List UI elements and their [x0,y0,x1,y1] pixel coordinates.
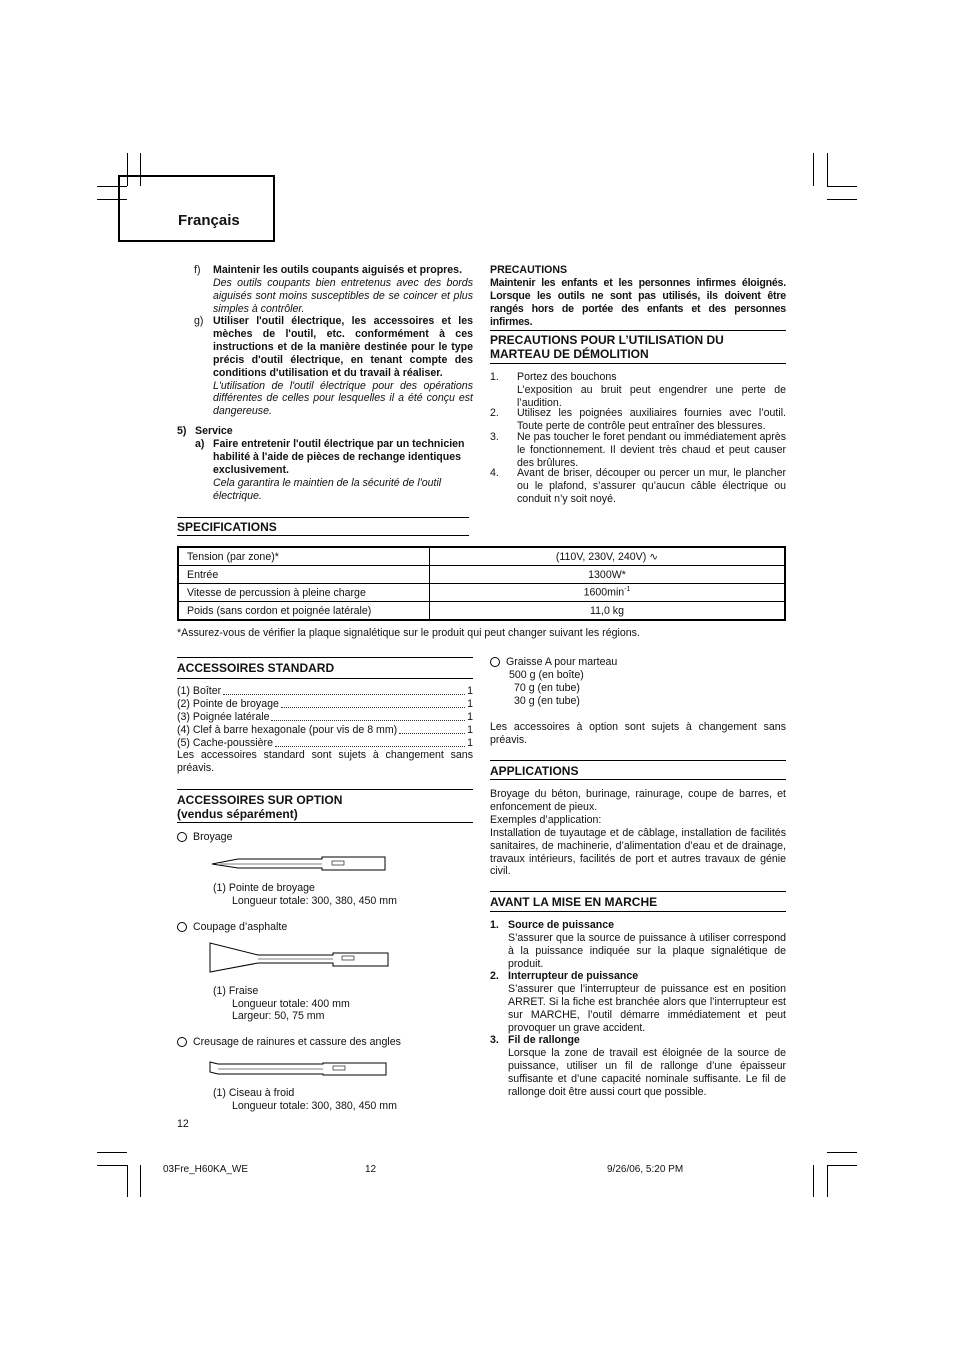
crop-mark [813,153,814,186]
option-group: Coupage d’asphalte [177,921,287,934]
spec-label: Vitesse de percussion à pleine charge [178,584,430,602]
spec-note: *Assurez-vous de vérifier la plaque signalétique sur le produit qui peut changer suivant les régions. [177,627,640,639]
safety-explanation: Des outils coupants bien entretenus avec des bords aiguisés sont moins susceptibles de se coincer et plus simples à contrôler. [213,276,473,315]
rule [490,760,786,761]
rule [177,789,473,790]
circle-bullet-icon [490,657,500,667]
rule [177,822,473,823]
list-item: Portez des bouchons L’exposition au bruit peut engendrer une perte de l’audition. [517,371,786,409]
safety-rule: Utiliser l'outil électrique, les accessoires et les mèches de l'outil, etc. conformément à ces instructions et de la manière destinée pour le type précis d'outil électrique, en tenant compte des conditions d'utilisation et du travail à réaliser. [213,315,473,379]
specifications-table [177,546,786,621]
rule [490,911,786,912]
accessory-qty: 1 [467,697,473,710]
crop-mark [97,1152,127,1153]
crop-mark [827,186,857,187]
safety-item-a [213,438,473,503]
option-detail: Longueur totale: 300, 380, 450 mm [232,1100,397,1112]
accessory-qty: 1 [467,736,473,749]
rule [177,535,469,536]
list-item [508,970,786,1035]
page-number: 12 [177,1118,189,1130]
list-item-title: Source de puissance [508,919,614,931]
footer-date: 9/26/06, 5:20 PM [607,1164,684,1175]
safety-item-f [213,264,473,316]
rule [177,517,469,518]
option-item: (1) Pointe de broyage [213,882,315,894]
option-note: Les accessoires à option sont sujets à changement sans préavis. [490,721,786,746]
precautions-text: Maintenir les enfants et les personnes infirmes éloignés. Lorsque les outils ne sont pas utilisés, ils doivent être rangés hors de portée des enfants et des personnes infirmes. [490,277,786,328]
safety-explanation: L'utilisation de l'outil électrique pour des opérations différentes de celles pour lesquelles il a été conçu est dangereuse. [213,379,473,418]
list-item [508,1034,786,1099]
safety-item-g [213,315,473,418]
item-number: 3. [490,431,499,443]
section-title: APPLICATIONS [490,764,579,778]
list-item-text: S’assurer que la source de puissance à utiliser correspond à la puissance indiquée sur la plaque signalétique de produit. [508,931,786,970]
footer-file: 03Fre_H60KA_WE [163,1164,249,1175]
crop-mark [127,1165,128,1197]
crop-mark [97,1165,127,1166]
crop-mark [827,1165,828,1197]
circle-bullet-icon [177,832,187,842]
option-detail: Longueur totale: 400 mm [232,998,350,1010]
section-title: SPECIFICATIONS [177,520,277,534]
option-item: (1) Ciseau à froid [213,1087,295,1099]
item-number: 2. [490,407,499,419]
circle-bullet-icon [177,1037,187,1047]
list-item [508,919,786,971]
option-detail: Longueur totale: 300, 380, 450 mm [232,895,397,907]
rule [177,657,473,658]
spec-value: $1600\min^{-1}$ [430,584,786,602]
applications-text: Broyage du béton, burinage, rainurage, coupe de barres, et enfoncement de pieux. Exemples d’application: Installation de tuyautage et de câblage, installation de facilités sanitaires, de machinerie, d’alimentation d’eau et de drainage, travaux intérieurs, facilités de port et autres travaux de génie civil. [490,788,786,878]
accessory-qty: 1 [467,723,473,736]
crop-mark [140,1165,141,1197]
item-number: g) [194,315,204,327]
safety-rule: Faire entretenir l'outil électrique par un technicien habilité à l'aide de pièces de rechange identiques exclusivement. [213,438,465,476]
table-row [178,602,785,621]
rule [490,779,786,780]
circle-bullet-icon [177,922,187,932]
spec-label: Poids (sans cordon et poignée latérale) [178,602,430,621]
language-title: Français [178,212,240,229]
graisse-qty: 500 g (en boîte) [509,669,584,681]
table-row [178,566,785,584]
list-item-title: Interrupteur de puissance [508,970,639,982]
language-tab [118,175,275,242]
pointe-broyage-illustration [210,853,390,875]
list-item-text: S’assurer que l’interrupteur de puissance est en position ARRET. Si la fiche est branchée alors que l’interrupteur est sur MARCHE, l’outil démarre immédiatement et peut provoquer un grave accident. [508,982,786,1034]
fraise-illustration [208,941,393,975]
spec-value: 11,0 kg [430,602,786,621]
item-number: 1. [490,919,499,931]
safety-explanation: Cela garantira le maintien de la sécurité de l'outil électrique. [213,476,442,502]
section-title: AVANT LA MISE EN MARCHE [490,895,658,909]
section-title: PRECAUTIONS POUR L’UTILISATION DU MARTEAU DE DÉMOLITION [490,333,724,361]
list-item [177,724,473,737]
accessory-label: (4) Clef à barre hexagonale (pour vis de 8 mm) [177,723,398,736]
standard-accessories-list [177,685,473,750]
rule [490,891,786,892]
accessory-qty: 1 [467,685,473,697]
graisse-qty: 70 g (en tube) [514,682,580,694]
section-title: PRECAUTIONS [490,264,568,276]
list-item: Avant de briser, découper ou percer un mur, le plancher ou le plafond, s’assurer qu’aucun câble électrique ou conduit n’y soit noyé. [517,467,786,505]
standard-note: Les accessoires standard sont sujets à changement sans préavis. [177,749,473,774]
list-item-title: Fil de rallonge [508,1034,580,1046]
item-number: a) [195,438,205,450]
spec-label: Tension (par zone)* [178,547,430,566]
safety-rule: Maintenir les outils coupants aiguisés et propres. [213,264,463,276]
table-row [178,547,785,566]
item-number: 4. [490,467,499,479]
table-row [178,584,785,602]
accessory-label: (3) Poignée latérale [177,710,270,723]
list-item-text: Lorsque la zone de travail est éloignée de la source de puissance, utiliser un fil de rallonge d’une épaisseur suffisante et d’une capacité nominale suffisante. Le fil de rallonge doit être aussi court que possible. [508,1046,786,1098]
accessory-label: (1) Boîter [177,685,222,697]
graisse-qty: 30 g (en tube) [514,695,580,707]
item-number: 5) [177,425,187,437]
footer-page: 12 [365,1164,377,1175]
accessory-label: (5) Cache-poussière [177,736,273,749]
crop-mark [827,153,828,186]
spec-value: 1300W* [430,566,786,584]
spec-label: Entrée [178,566,430,584]
crop-mark [827,1165,857,1166]
option-detail: Largeur: 50, 75 mm [232,1010,325,1022]
rule [490,363,786,364]
section-title: ACCESSOIRES STANDARD [177,661,335,675]
section-subtitle: Service [195,425,233,437]
list-item [177,698,473,711]
list-item [177,685,473,698]
crop-mark [813,1165,814,1197]
item-number: 1. [490,371,499,383]
ac-icon: ∿ [649,550,659,563]
item-number: f) [194,264,201,276]
item-number: 2. [490,970,499,982]
option-item: (1) Fraise [213,985,259,997]
option-group: Broyage [177,831,232,844]
option-group: Creusage de rainures et cassure des angles [177,1036,401,1049]
list-item: Utilisez les poignées auxiliaires fournies avec l’outil. Toute perte de contrôle peut entraîner des blessures. [517,407,786,432]
list-item [177,737,473,750]
accessory-label: (2) Pointe de broyage [177,697,279,710]
rule [490,330,786,331]
crop-mark [827,199,857,200]
list-item: Ne pas toucher le foret pendant ou immédiatement après le fonctionnement. Il devient très chaud et peut causer des brûlures. [517,431,786,469]
item-number: 3. [490,1034,499,1046]
rule [177,678,473,679]
crop-mark [827,1152,857,1153]
spec-value: (110V, 230V, 240V) ∿ [430,547,786,566]
section-title: ACCESSOIRES SUR OPTION (vendus séparément) [177,793,343,821]
ciseau-illustration [208,1058,390,1078]
accessory-qty: 1 [467,710,473,723]
list-item [177,711,473,724]
graisse-item: Graisse A pour marteau [490,656,617,669]
